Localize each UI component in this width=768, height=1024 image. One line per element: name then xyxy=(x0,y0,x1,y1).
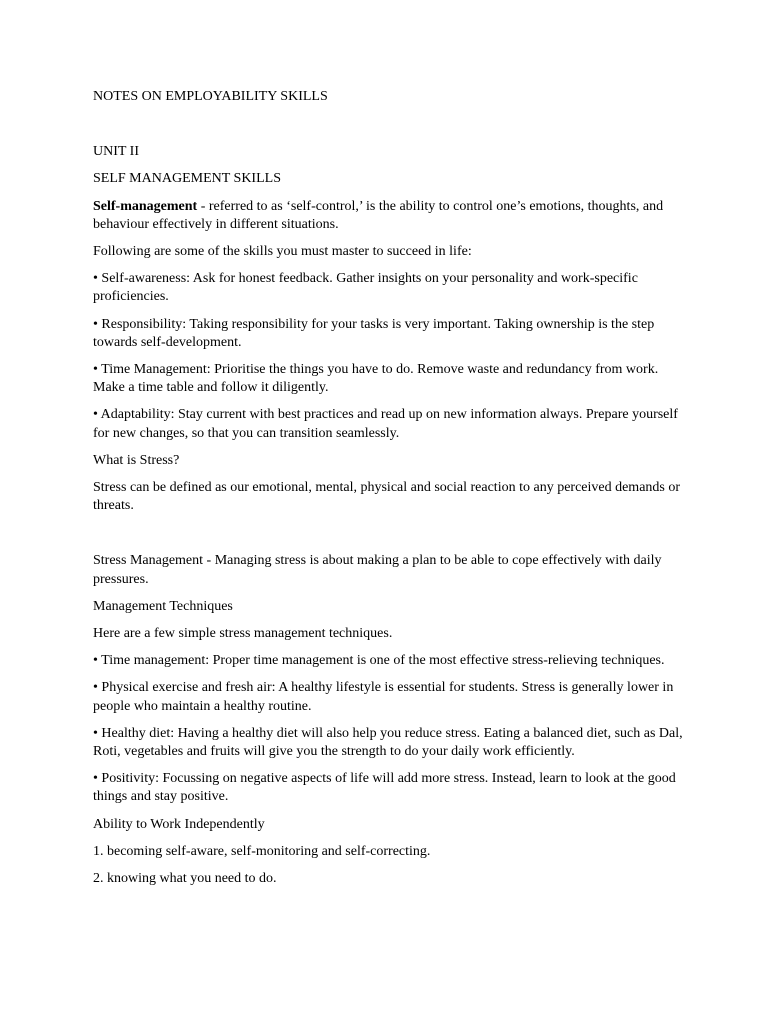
skill-item: • Self-awareness: Ask for honest feedback. Gather insights on your personality and work-specific proficiencies. xyxy=(93,271,638,305)
technique-item: • Healthy diet: Having a healthy diet will also help you reduce stress. Eating a balanced diet, such as Dal, Roti, vegetables and fruits will give you the strength to do your daily work efficiently. xyxy=(93,725,683,760)
stress-management-paragraph: Stress Management - Managing stress is about making a plan to be able to cope effectively with daily pressures. xyxy=(93,553,662,587)
skill-item: • Time Management: Prioritise the things you have to do. Remove waste and redundancy from work. Make a time table and follow it diligently. xyxy=(93,362,659,396)
self-management-term: Self-management xyxy=(93,198,198,214)
unit-label: UNIT II xyxy=(93,144,140,160)
techniques-heading: Management Techniques xyxy=(93,598,233,614)
skill-item: • Adaptability: Stay current with best practices and read up on new information always. Prepare yourself for new changes, so that you can transition seamlessly. xyxy=(93,407,678,441)
document-title: NOTES ON EMPLOYABILITY SKILLS xyxy=(93,89,328,104)
stress-question: What is Stress? xyxy=(93,452,180,468)
techniques-intro: Here are a few simple stress management techniques. xyxy=(93,626,393,642)
technique-item: • Physical exercise and fresh air: A healthy lifestyle is essential for students. Stress is generally lower in people who maintain a healthy routine. xyxy=(93,680,674,714)
technique-item: • Time management: Proper time management is one of the most effective stress-relieving techniques. xyxy=(93,653,665,669)
independence-heading: Ability to Work Independently xyxy=(93,816,265,832)
document-page xyxy=(93,88,683,897)
skills-intro: Following are some of the skills you must master to succeed in life: xyxy=(93,244,472,260)
section-heading: SELF MANAGEMENT SKILLS xyxy=(93,171,281,187)
self-management-definition xyxy=(93,198,683,234)
stress-definition: Stress can be defined as our emotional, mental, physical and social reaction to any perceived demands or threats. xyxy=(93,480,681,514)
technique-item: • Positivity: Focussing on negative aspects of life will add more stress. Instead, learn to look at the good things and stay positive. xyxy=(93,771,676,805)
independence-item: 1. becoming self-aware, self-monitoring and self-correcting. xyxy=(93,843,431,859)
self-management-text: - referred to as ‘self-control,’ is the ability to control one’s emotions, thoughts, and behaviour effectively in different situations. xyxy=(93,198,664,232)
independence-item: 2. knowing what you need to do. xyxy=(93,871,277,887)
skill-item: • Responsibility: Taking responsibility for your tasks is very important. Taking ownership is the step towards self-development. xyxy=(93,316,655,350)
